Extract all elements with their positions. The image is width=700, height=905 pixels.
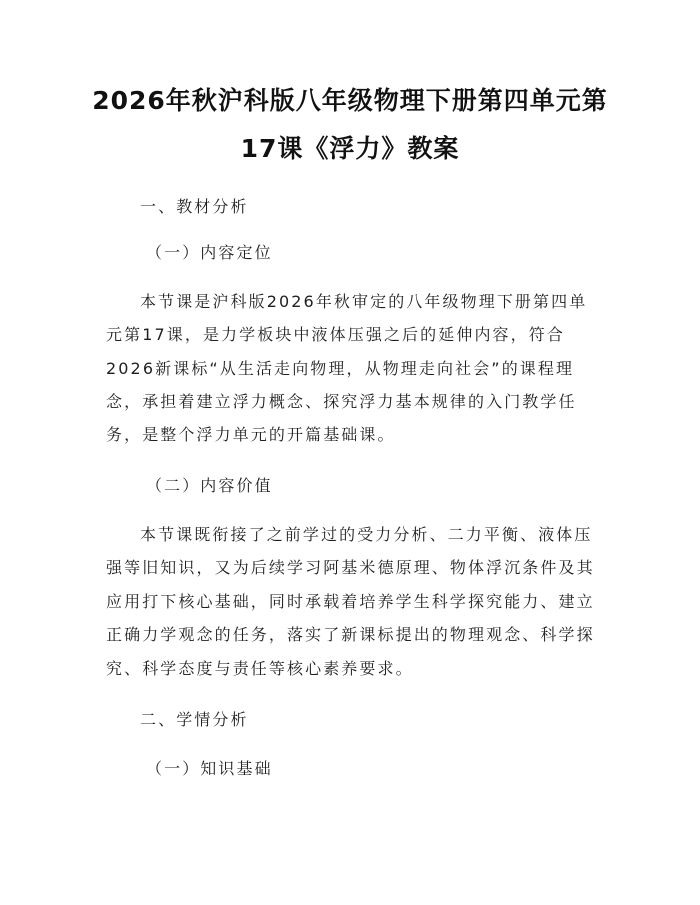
paragraph-line: 正确力学观念的任务，落实了新课标提出的物理观念、科学探: [106, 625, 595, 644]
paragraph-line: 应用打下核心基础，同时承载着培养学生科学探究能力、建立: [106, 592, 595, 611]
paragraph-line: 究、科学态度与责任等核心素养要求。: [106, 659, 414, 678]
paragraph-line: 元第17课，是力学板块中液体压强之后的延伸内容，符合: [106, 325, 565, 344]
paragraph-line: 本节课是沪科版2026年秋审定的八年级物理下册第四单: [140, 292, 588, 311]
paragraph-line: 本节课既衔接了之前学过的受力分析、二力平衡、液体压: [140, 525, 593, 544]
paragraph-line: 念，承担着建立浮力概念、探究浮力基本规律的入门教学任: [106, 392, 577, 411]
section-heading-materials-analysis: 一、教材分析: [140, 197, 249, 216]
subsection-heading-content-positioning: （一）内容定位: [146, 243, 273, 262]
paragraph-line: 2026新课标“从生活走向物理，从物理走向社会”的课程理: [106, 359, 575, 378]
document-title-line-1: 2026年秋沪科版八年级物理下册第四单元第: [92, 86, 608, 115]
subsection-heading-content-value: （二）内容价值: [146, 476, 273, 495]
subsection-heading-knowledge-basis: （一）知识基础: [146, 759, 273, 778]
document-title-line-2: 17课《浮力》教案: [240, 134, 460, 163]
section-heading-student-analysis: 二、学情分析: [140, 710, 249, 729]
paragraph-line: 务，是整个浮力单元的开篇基础课。: [106, 425, 396, 444]
paragraph-line: 强等旧知识，又为后续学习阿基米德原理、物体浮沉条件及其: [106, 558, 595, 577]
